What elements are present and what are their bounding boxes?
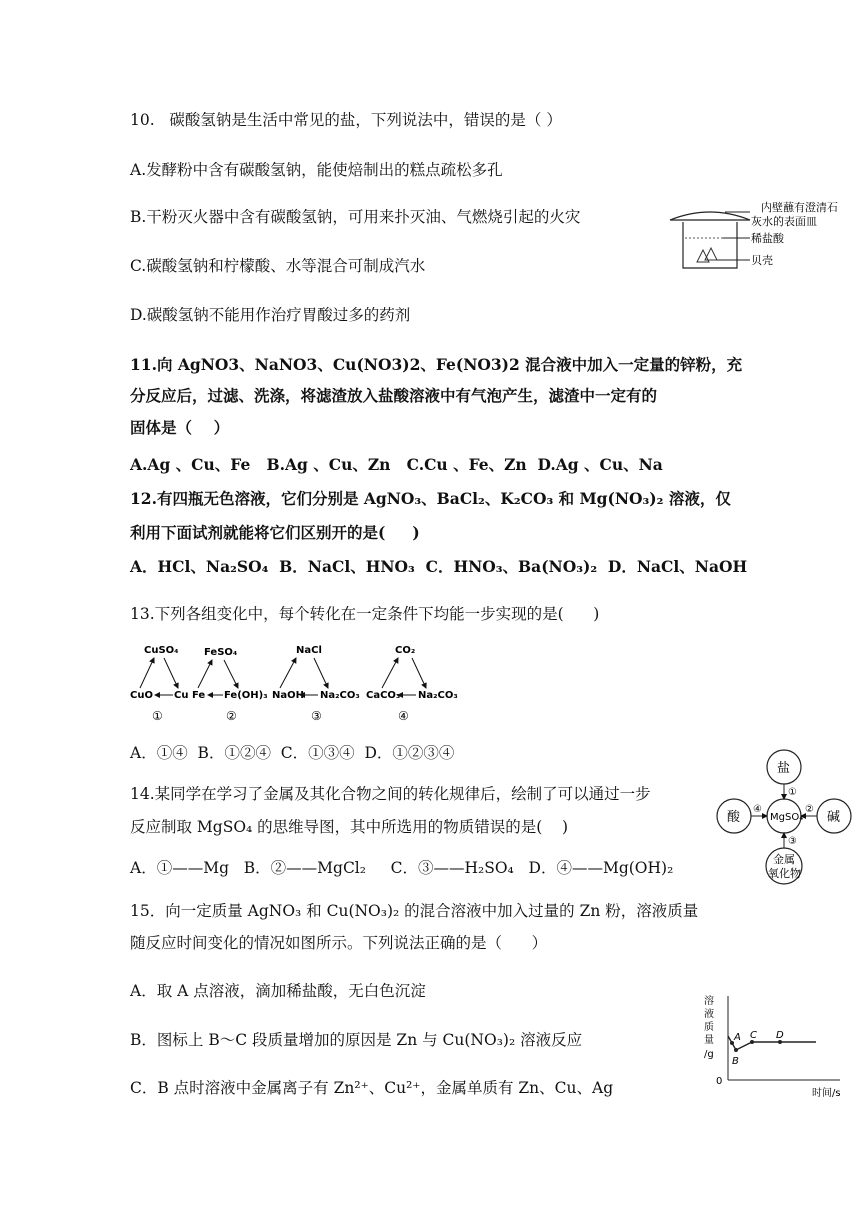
conversion-group-2 <box>192 647 268 723</box>
map-metal: 金属 <box>773 853 795 866</box>
q14-stem-2: 反应制取 MgSO₄ 的思维导图，其中所选用的物质错误的是( ) <box>130 818 568 836</box>
q15-option-b: B．图标上 B～C 段质量增加的原因是 Zn 与 Cu(NO₃)₂ 溶液反应 <box>130 1031 583 1049</box>
q12-options: A．HCl、Na₂SO₄ B．NaCl、HNO₃ C．HNO₃、Ba(NO₃)₂ D．NaCl、NaOH <box>130 557 748 576</box>
map-salt: 盐 <box>777 761 791 776</box>
q10-option-a: A.发酵粉中含有碳酸氢钠，能使焙制出的糕点疏松多孔 <box>130 161 503 179</box>
svg-text:溶: 溶 <box>704 996 714 1007</box>
q13-options: A．①④ B．①②④ C．①③④ D．①②③④ <box>130 744 455 762</box>
map-n4: ④ <box>753 804 762 815</box>
q11-stem-1: 11.向 AgNO3、NaNO3、Cu(NO3)2、Fe(NO3)2 混合液中加入一定量的锌粉，充 <box>130 355 743 374</box>
mgso4-mind-map <box>712 748 856 888</box>
group4-right: Na₂CO₃ <box>418 690 458 701</box>
q14-options: A．①——Mg B．②——MgCl₂ C．③——H₂SO₄ D．④——Mg(OH)₂ <box>130 859 674 877</box>
beaker-label-acid: 稀盐酸 <box>751 232 784 245</box>
beaker-label-dish-2: 灰水的表面皿 <box>751 215 817 228</box>
svg-text:/g: /g <box>704 1049 714 1060</box>
graph-x-label: 时间/s <box>812 1088 841 1099</box>
q11-stem-2: 分反应后，过滤、洗涤，将滤渣放入盐酸溶液中有气泡产生，滤渣中一定有的 <box>130 386 658 405</box>
group4-num: ④ <box>398 709 409 723</box>
group1-left: CuO <box>130 690 153 701</box>
q10-stem: 10. 碳酸氢钠是生活中常见的盐，下列说法中，错误的是（ ） <box>130 111 562 129</box>
q15-stem-2: 随反应时间变化的情况如图所示。下列说法正确的是（ ） <box>130 934 548 952</box>
group3-top: NaCl <box>296 645 322 656</box>
group4-left: CaCO₃ <box>366 690 401 701</box>
conversion-group-3 <box>272 645 360 723</box>
map-acid: 酸 <box>727 810 741 825</box>
group2-top: FeSO₄ <box>204 647 238 658</box>
group3-num: ③ <box>311 709 322 723</box>
beaker-figure <box>665 198 855 278</box>
q12-stem-1: 12.有四瓶无色溶液，它们分别是 AgNO₃、BaCl₂、K₂CO₃ 和 Mg(NO₃)₂ 溶液，仅 <box>130 489 731 508</box>
svg-text:质: 质 <box>704 1022 714 1033</box>
q12-stem-2: 利用下面试剂就能将它们区别开的是( ) <box>130 523 420 542</box>
map-n1: ① <box>788 787 797 798</box>
conversion-diagrams <box>128 640 468 725</box>
map-n3: ③ <box>788 836 797 847</box>
graph-point-b: B <box>732 1056 739 1067</box>
svg-text:液: 液 <box>704 1009 714 1020</box>
group3-right: Na₂CO₃ <box>320 690 360 701</box>
q15-option-a: A．取 A 点溶液，滴加稀盐酸，无白色沉淀 <box>130 982 426 1000</box>
graph-point-d: D <box>776 1030 784 1041</box>
group4-top: CO₂ <box>395 645 416 656</box>
beaker-label-shell: 贝壳 <box>751 254 773 267</box>
q15-stem-1: 15．向一定质量 AgNO₃ 和 Cu(NO₃)₂ 的混合溶液中加入过量的 Zn 粉，溶液质量 <box>130 902 699 920</box>
q11-options: A.Ag 、Cu、Fe B.Ag 、Cu、Zn C.Cu 、Fe、Zn D.Ag 、Cu、Na <box>130 455 663 474</box>
graph-point-a: A <box>734 1032 741 1043</box>
group2-left: Fe <box>192 690 206 701</box>
q10-option-c: C.碳酸氢钠和柠檬酸、水等混合可制成汽水 <box>130 257 426 275</box>
graph-point-c: C <box>750 1030 757 1041</box>
map-n2: ② <box>805 804 814 815</box>
q10-option-d: D.碳酸氢钠不能用作治疗胃酸过多的药剂 <box>130 306 411 324</box>
graph-origin: 0 <box>716 1076 723 1087</box>
group3-left: NaOH <box>272 690 304 701</box>
group1-top: CuSO₄ <box>144 645 179 656</box>
q11-stem-3: 固体是（ ） <box>130 418 230 437</box>
group1-right: Cu <box>174 690 189 701</box>
svg-text:量: 量 <box>704 1035 714 1046</box>
q14-stem-1: 14.某同学在学习了金属及其化合物之间的转化规律后，绘制了可以通过一步 <box>130 785 651 803</box>
map-base: 碱 <box>827 810 841 825</box>
conversion-group-1 <box>130 645 188 723</box>
q15-option-c: C．B 点时溶液中金属离子有 Zn²⁺、Cu²⁺，金属单质有 Zn、Cu、Ag <box>130 1079 614 1097</box>
q13-stem: 13.下列各组变化中，每个转化在一定条件下均能一步实现的是( ) <box>130 605 600 623</box>
mass-time-graph <box>700 992 855 1102</box>
graph-y-label <box>704 994 714 1060</box>
conversion-group-4 <box>366 645 458 723</box>
q10-option-b: B.干粉灭火器中含有碳酸氢钠，可用来扑灭油、气燃烧引起的火灾 <box>130 208 581 226</box>
map-oxide: 氧化物 <box>768 867 801 880</box>
beaker-label-dish-1: 内壁蘸有澄清石 <box>761 201 838 214</box>
group2-num: ② <box>226 709 237 723</box>
map-center: MgSO₄ <box>770 812 804 823</box>
group1-num: ① <box>152 709 163 723</box>
group2-right: Fe(OH)₃ <box>224 690 268 701</box>
